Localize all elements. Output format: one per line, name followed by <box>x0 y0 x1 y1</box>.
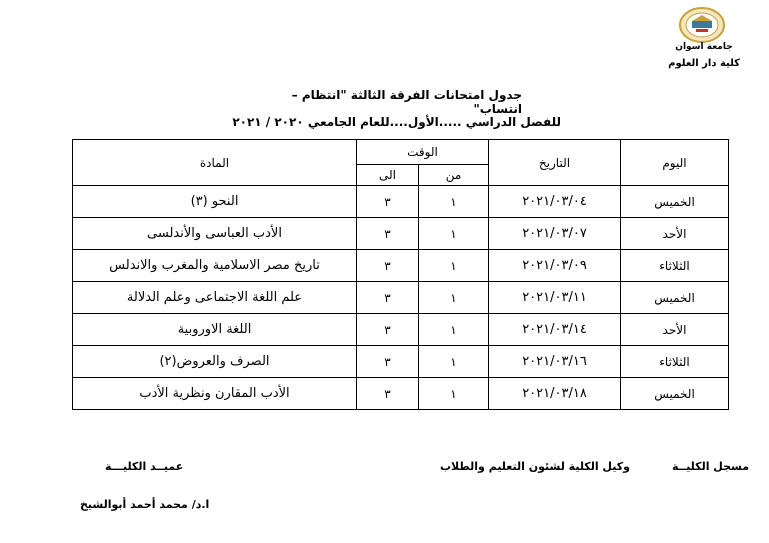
registrar-signature: مسجل الكليــة <box>672 460 750 473</box>
cell-to: ٣ <box>357 282 419 314</box>
table-row <box>73 250 729 282</box>
cell-day: الأحد <box>621 314 729 346</box>
cell-subject: تاريخ مصر الاسلامية والمغرب والاندلس <box>73 250 357 282</box>
dean-signature: عميــد الكليـــة <box>105 460 184 473</box>
header-to: الى <box>357 165 419 186</box>
cell-to: ٣ <box>357 346 419 378</box>
page-subtitle: للفصل الدراسي .....الأول....للعام الجامعي ٢٠٢٠ / ٢٠٢١ <box>232 115 561 129</box>
cell-from: ١ <box>419 218 489 250</box>
page-title: جدول امتحانات الفرقة الثالثة "انتظام – انتساب" <box>291 88 522 116</box>
faculty-name: كلية دار العلوم <box>668 58 740 69</box>
table-row <box>73 218 729 250</box>
cell-date: ٢٠٢١/٠٣/١١ <box>489 282 621 314</box>
cell-subject: الأدب المقارن ونظرية الأدب <box>73 378 357 410</box>
cell-from: ١ <box>419 186 489 218</box>
cell-day: الثلاثاء <box>621 346 729 378</box>
table-row <box>73 314 729 346</box>
header-day: اليوم <box>621 140 729 186</box>
cell-from: ١ <box>419 378 489 410</box>
university-name: جامعة اسوان <box>675 42 733 52</box>
table-row <box>73 186 729 218</box>
cell-subject: النحو (٣) <box>73 186 357 218</box>
cell-day: الخميس <box>621 186 729 218</box>
header-date: التاريخ <box>489 140 621 186</box>
university-logo-icon <box>678 6 726 44</box>
table-row <box>73 282 729 314</box>
cell-day: الأحد <box>621 218 729 250</box>
exam-schedule-table <box>72 139 729 410</box>
cell-to: ٣ <box>357 378 419 410</box>
cell-subject: اللغة الاوروبية <box>73 314 357 346</box>
cell-to: ٣ <box>357 314 419 346</box>
cell-date: ٢٠٢١/٠٣/١٤ <box>489 314 621 346</box>
cell-from: ١ <box>419 346 489 378</box>
cell-date: ٢٠٢١/٠٣/٠٧ <box>489 218 621 250</box>
cell-day: الخميس <box>621 378 729 410</box>
cell-to: ٣ <box>357 218 419 250</box>
vice-dean-signature: وكيل الكلية لشئون التعليم والطلاب <box>440 460 630 473</box>
cell-date: ٢٠٢١/٠٣/١٦ <box>489 346 621 378</box>
cell-date: ٢٠٢١/٠٣/٠٩ <box>489 250 621 282</box>
dean-name: ا.د/ محمد أحمد أبوالشيخ <box>80 498 210 511</box>
cell-to: ٣ <box>357 250 419 282</box>
cell-from: ١ <box>419 314 489 346</box>
cell-to: ٣ <box>357 186 419 218</box>
cell-subject: الصرف والعروض(٢) <box>73 346 357 378</box>
cell-day: الخميس <box>621 282 729 314</box>
cell-from: ١ <box>419 282 489 314</box>
cell-subject: علم اللغة الاجتماعى وعلم الدلالة <box>73 282 357 314</box>
cell-date: ٢٠٢١/٠٣/٠٤ <box>489 186 621 218</box>
cell-day: الثلاثاء <box>621 250 729 282</box>
cell-date: ٢٠٢١/٠٣/١٨ <box>489 378 621 410</box>
header-subject: المادة <box>73 140 357 186</box>
header-from: من <box>419 165 489 186</box>
cell-subject: الأدب العباسى والأندلسى <box>73 218 357 250</box>
table-row <box>73 378 729 410</box>
cell-from: ١ <box>419 250 489 282</box>
table-row <box>73 346 729 378</box>
header-time: الوقت <box>357 140 489 165</box>
